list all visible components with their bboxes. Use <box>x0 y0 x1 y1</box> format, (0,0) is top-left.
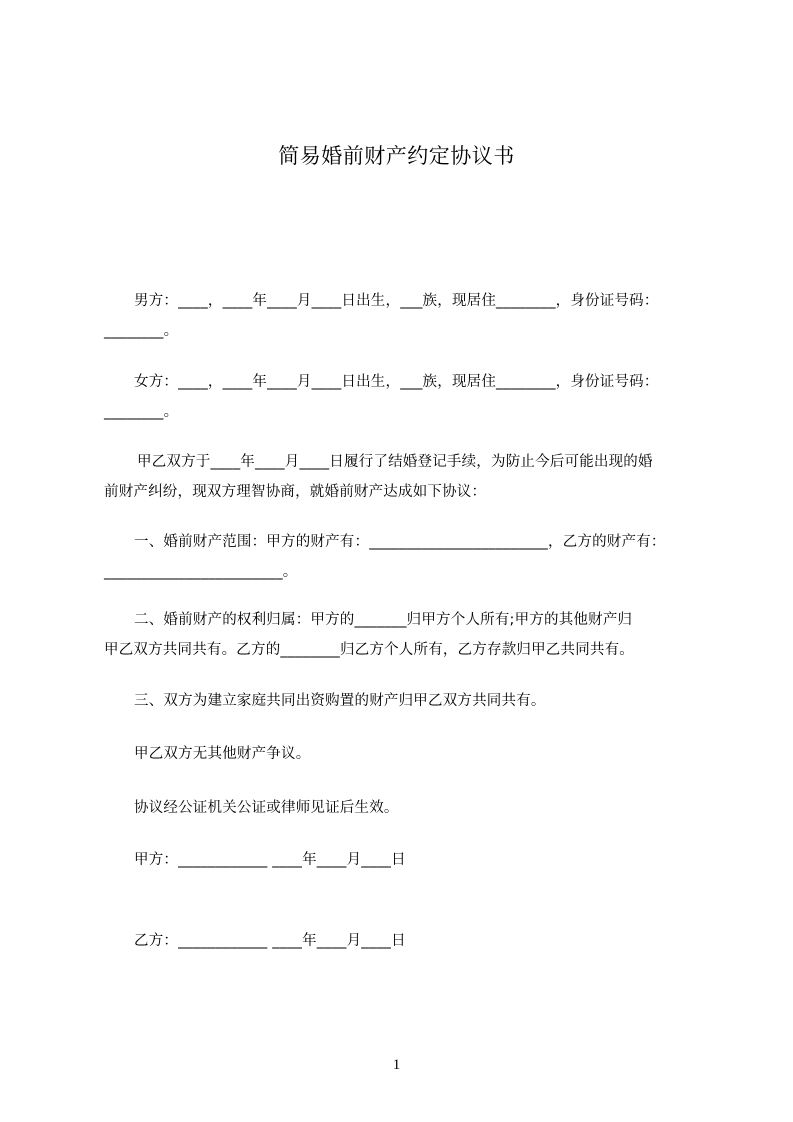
signature-a-text: 甲方：____________ ____年____月____日 <box>134 852 406 868</box>
effect-text: 协议经公证机关公证或律师见证后生效。 <box>134 800 399 816</box>
page-number: 1 <box>392 1057 401 1073</box>
no-dispute-paragraph <box>104 739 694 769</box>
effect-paragraph <box>104 793 694 823</box>
preamble-line-1: 甲乙双方于____年____月____日履行了结婚登记手续，为防止今后可能出现的婚 <box>137 454 653 470</box>
clause-2-line-2: 甲乙双方共同共有。乙方的________归乙方个人所有，乙方存款归甲乙共同共有。 <box>104 642 634 658</box>
clause-3-text: 三、双方为建立家庭共同出资购置的财产归甲乙双方共同共有。 <box>134 693 546 709</box>
clause-1-line-2: ________________________。 <box>104 564 298 580</box>
clause-2-paragraph <box>104 605 694 665</box>
signature-party-b <box>104 926 694 956</box>
female-party-line-2: ________。 <box>104 404 179 420</box>
female-party-paragraph <box>104 367 694 427</box>
signature-b-text: 乙方：____________ ____年____月____日 <box>134 933 406 949</box>
female-party-line-1: 女方：____，____年____月____日出生，___族，现居住________，身份证号码： <box>134 374 659 390</box>
male-party-line-2: ________。 <box>104 323 179 339</box>
document-title: 简易婚前财产约定协议书 <box>278 144 515 168</box>
clause-2-line-1: 二、婚前财产的权利归属：甲方的_______归甲方个人所有;甲方的其他财产归 <box>134 612 633 628</box>
male-party-line-1: 男方：____，____年____月____日出生，___族，现居住________，身份证号码： <box>134 293 659 309</box>
clause-1-paragraph <box>104 527 694 587</box>
clause-3-paragraph <box>104 686 694 716</box>
preamble-paragraph <box>104 447 694 507</box>
preamble-line-2: 前财产纠纷，现双方理智协商，就婚前财产达成如下协议： <box>104 484 487 500</box>
clause-1-line-1: 一、婚前财产范围：甲方的财产有：________________________，乙方的财产有： <box>134 534 666 550</box>
signature-party-a <box>104 845 694 875</box>
no-dispute-text: 甲乙双方无其他财产争议。 <box>134 746 311 762</box>
male-party-paragraph <box>104 286 694 346</box>
